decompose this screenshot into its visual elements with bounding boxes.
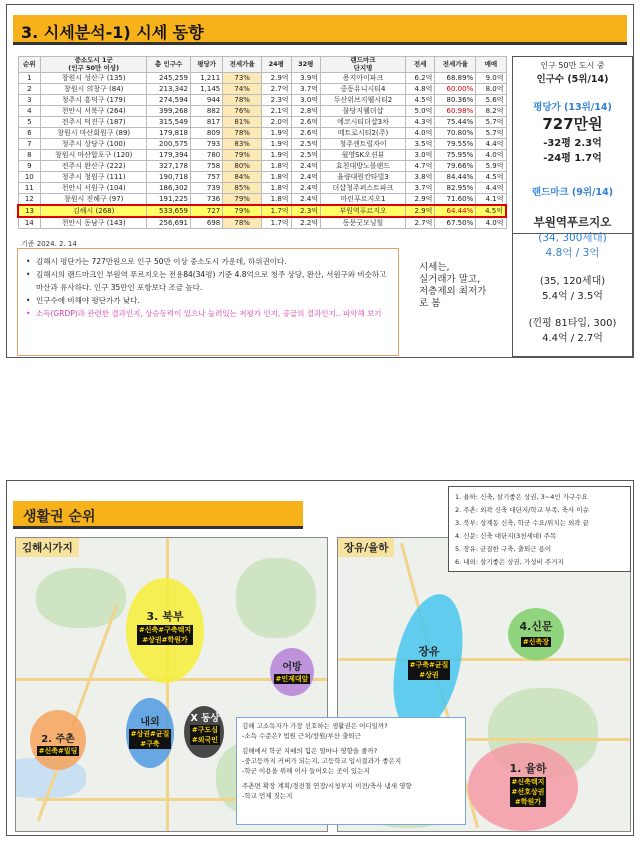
map-green-area	[236, 558, 316, 638]
table-cell: 2.7억	[262, 84, 292, 95]
table-cell: 1.9억	[262, 150, 292, 161]
table-cell: 83%	[223, 139, 262, 150]
table-cell: 780	[190, 150, 222, 161]
table-cell: 399,268	[147, 106, 191, 117]
region-name: 내외	[140, 717, 160, 728]
table-cell: 9.0억	[476, 73, 506, 84]
region-label	[182, 710, 228, 745]
table-cell: 533,659	[147, 205, 191, 217]
region-tags: #신축장	[522, 638, 550, 646]
map-road	[338, 658, 631, 661]
table-cell: 76%	[223, 106, 262, 117]
table-row	[18, 73, 506, 84]
table-header-cell: 매매	[476, 57, 506, 73]
table-cell: 9	[18, 161, 41, 172]
table-cell: 75.95%	[435, 150, 476, 161]
question-line: 김해 고소득자가 가장 선호하는 생활권은 어디일까?	[242, 722, 388, 730]
table-header-cell: 전세가율	[223, 57, 262, 73]
legend-box	[448, 486, 631, 572]
panel-line: 727만원	[542, 115, 603, 133]
table-cell: 315,549	[147, 117, 191, 128]
table-cell: 190,718	[147, 172, 191, 183]
table-cell: 창원시 진해구 (97)	[41, 194, 147, 206]
price-table	[17, 56, 507, 229]
table-cell: 에코시티더샵3차	[321, 117, 406, 128]
table-cell: 천안시 서북구 (264)	[41, 106, 147, 117]
table-cell: 2.1억	[262, 106, 292, 117]
table-cell: 1,145	[190, 84, 222, 95]
table-body	[18, 73, 506, 229]
table-cell: 4.7억	[405, 161, 435, 172]
table-cell: 79.55%	[435, 139, 476, 150]
table-cell: 78%	[223, 128, 262, 139]
legend-item: 4. 신문: 신축 대단지(3천세대) 주목	[455, 532, 557, 540]
table-cell: 4.8억	[405, 84, 435, 95]
table-cell: 2.4억	[291, 183, 321, 194]
table-cell: 5.7억	[476, 128, 506, 139]
table-cell: 2	[18, 84, 41, 95]
table-cell: 청주시 청원구 (111)	[41, 172, 147, 183]
region-name: 1. 율하	[509, 762, 547, 775]
panel-line: (낀평 81타입, 300)	[528, 318, 617, 329]
table-header-row	[18, 57, 506, 73]
table-cell: 2.9억	[262, 73, 292, 84]
table-cell: 809	[190, 128, 222, 139]
table-header-cell: 순위	[18, 57, 41, 73]
region-label	[124, 713, 176, 749]
table-cell: 메트로시티2(주)	[321, 128, 406, 139]
table-cell: 79%	[223, 205, 262, 217]
table-cell: 79.66%	[435, 161, 476, 172]
table-cell: 6.2억	[405, 73, 435, 84]
table-cell: 274,594	[147, 95, 191, 106]
table-cell: 4.0억	[405, 128, 435, 139]
table-cell: 1,211	[190, 73, 222, 84]
note-item: • 김해시의 랜드마크인 부원역 푸르지오는 전용84(34평) 기준 4.8억으로 청주 상당, 완산, 서원구와 비슷하고 마산과 유사하다. 인구 35만인 포항보다 조금 높다.	[26, 268, 390, 294]
table-cell: 2.9억	[405, 194, 435, 206]
table-cell: 817	[190, 117, 222, 128]
table-cell: 64.44%	[435, 205, 476, 217]
table-cell: 81%	[223, 117, 262, 128]
table-cell: 4.1억	[476, 194, 506, 206]
question-line: -학교 언제 짓는지	[242, 792, 293, 800]
table-cell: 11	[18, 183, 41, 194]
table-cell: 청주시 흥덕구 (179)	[41, 95, 147, 106]
region-tags: #신축#구축택지 #상권#학원가	[138, 626, 192, 644]
table-cell: 청주시 상당구 (100)	[41, 139, 147, 150]
table-cell: 5	[18, 117, 41, 128]
table-cell: 4.5억	[476, 205, 506, 217]
region-label	[504, 618, 568, 647]
panel-line: -24평 1.7억	[543, 153, 602, 164]
slide-living-zone	[6, 480, 634, 836]
region-name: 어방	[282, 662, 302, 673]
question-line: -학군 이용을 위해 이사 들어오는 곳이 있는지	[242, 767, 370, 775]
panel-line: 평당가 (13위/14)	[533, 102, 612, 113]
table-cell: 7	[18, 139, 41, 150]
table-cell: 5.9억	[476, 161, 506, 172]
table-row	[18, 95, 506, 106]
panel-line: 인구수 (5위/14)	[536, 74, 609, 85]
region-label	[268, 658, 316, 684]
legend-item: 3. 북부: 상계동 신축, 학군 수요/위치는 외곽 끝	[455, 519, 589, 527]
region-name: 3. 북부	[146, 610, 184, 623]
slide-price-trend	[6, 4, 634, 358]
region-label	[128, 608, 202, 645]
table-cell: 창원시 마산회원구 (89)	[41, 128, 147, 139]
panel-line: (34, 300세대)	[538, 232, 607, 244]
table-row	[18, 150, 506, 161]
table-cell: 1.9억	[262, 139, 292, 150]
table-cell: 2.6억	[291, 128, 321, 139]
slide-title: 생활권 순위	[23, 509, 96, 525]
table-cell: 율량대원칸타빌3	[321, 172, 406, 183]
table-cell: 4.5억	[476, 172, 506, 183]
region-tags: #구축#균질 #상권	[409, 661, 449, 679]
table-cell: 944	[190, 95, 222, 106]
table-cell: 82.95%	[435, 183, 476, 194]
table-header-cell: 평당가	[190, 57, 222, 73]
table-cell: 1.8억	[262, 183, 292, 194]
question-line: 주촌면 확장 계획/경전철 연장/시청부지 이전/축사 냄새 영향	[242, 782, 412, 790]
note-item: • 김해시 평단가는 727만원으로 인구 50만 이상 중소도시 가운데, 하위권이다.	[26, 255, 390, 268]
table-cell: 부원역푸르지오	[321, 205, 406, 217]
table-cell: 12	[18, 194, 41, 206]
table-cell: 2.5억	[291, 139, 321, 150]
notes-box	[17, 248, 399, 356]
table-cell: 창원시 마산합포구 (120)	[41, 150, 147, 161]
table-cell: 8.0억	[476, 84, 506, 95]
table-cell: 효천대방노블랜드	[321, 161, 406, 172]
table-cell: 74%	[223, 84, 262, 95]
table-cell: 6	[18, 128, 41, 139]
table-row	[18, 194, 506, 206]
table-cell: 80%	[223, 161, 262, 172]
table-cell: 김해시 (268)	[41, 205, 147, 217]
slide-title: 3. 시세분석-1) 시세 동향	[21, 23, 204, 42]
table-header-cell: 중소도시 1군 (인구 50만 이상)	[41, 57, 147, 73]
table-cell: 1.8억	[262, 161, 292, 172]
table-cell: 동문굿모닝힐	[321, 217, 406, 229]
table-cell: 4.3억	[405, 117, 435, 128]
table-cell: 2.2억	[291, 217, 321, 229]
table-cell: 2.5억	[291, 150, 321, 161]
legend-item: 2. 주촌: 외곽 신축 대단지/학교 부족, 축사 이슈	[455, 506, 589, 514]
table-cell: 186,302	[147, 183, 191, 194]
table-cell: 200,575	[147, 139, 191, 150]
panel-line: 랜드마크 (9위/14)	[531, 187, 614, 198]
title-bar	[13, 15, 627, 45]
table-cell: 758	[190, 161, 222, 172]
table-row	[18, 128, 506, 139]
note-item: • 인구수에 비해야 평단가가 낮다.	[26, 294, 390, 307]
legend-item: 5. 장유: 균질한 구축, 출퇴근 용이	[455, 545, 552, 553]
table-cell: 70.80%	[435, 128, 476, 139]
table-cell: 월영SK오션뷰	[321, 150, 406, 161]
table-cell: 전주시 완산구 (222)	[41, 161, 147, 172]
table-row	[18, 117, 506, 128]
table-header-cell: 전세가율	[435, 57, 476, 73]
table-cell: 2.4억	[291, 194, 321, 206]
table-row	[18, 161, 506, 172]
question-line: -소득 수준은? 법원 근처/창원/부산 출퇴근	[242, 732, 361, 740]
region-name: 2. 주촌	[41, 734, 75, 745]
table-cell: 256,691	[147, 217, 191, 229]
table-cell: 4.4억	[476, 183, 506, 194]
table-header-cell: 24평	[262, 57, 292, 73]
table-row	[18, 84, 506, 95]
region-tags: #신축#빌딩	[38, 747, 78, 755]
table-cell: 2.4억	[291, 161, 321, 172]
table-cell: 1	[18, 73, 41, 84]
table-cell: 698	[190, 217, 222, 229]
table-cell: 793	[190, 139, 222, 150]
table-cell: 736	[190, 194, 222, 206]
table-cell: 전주시 덕진구 (187)	[41, 117, 147, 128]
region-tags: #인제대앞	[275, 675, 309, 683]
question-box	[236, 717, 466, 825]
table-cell: 1.7억	[262, 217, 292, 229]
table-cell: 78%	[223, 217, 262, 229]
side-note: 시세는, 실거래가 말고, 저층제외 최저가 로 봄	[419, 262, 487, 309]
table-row	[18, 183, 506, 194]
region-label	[26, 730, 90, 756]
table-cell: 882	[190, 106, 222, 117]
landmark-panel	[512, 180, 633, 357]
table-cell: 더샵청주퍼스트파크	[321, 183, 406, 194]
note-item: • 소득(GRDP)과 관련한 결과인지, 상승동력이 있으나 눌려있는 저평가 인지, 공급의 결과인지.. 파악해 보기	[26, 307, 390, 320]
panel-line: -32평 2.3억	[543, 138, 602, 149]
table-cell: 창원시 성산구 (135)	[41, 73, 147, 84]
table-cell: 79%	[223, 194, 262, 206]
table-cell: 3.7억	[405, 183, 435, 194]
question-line: -중고등까지 커버가 되는지, 고등학교 입시결과가 좋은지	[242, 757, 402, 765]
table-cell: 327,178	[147, 161, 191, 172]
legend-item: 1. 율하: 신축, 살기좋은 상권, 3~4인 가구수요	[455, 493, 588, 501]
table-cell: 245,259	[147, 73, 191, 84]
table-cell: 1.9억	[262, 128, 292, 139]
table-cell: 14	[18, 217, 41, 229]
table-cell: 2.9억	[405, 205, 435, 217]
region-name: 4.신문	[519, 620, 553, 633]
table-cell: 천안시 동남구 (143)	[41, 217, 147, 229]
table-cell: 2.0억	[262, 117, 292, 128]
table-cell: 3.5억	[405, 139, 435, 150]
table-cell: 213,342	[147, 84, 191, 95]
table-cell: 739	[190, 183, 222, 194]
table-row	[18, 172, 506, 183]
table-cell: 2.7억	[405, 217, 435, 229]
region-label	[400, 643, 458, 680]
table-cell: 8	[18, 150, 41, 161]
table-cell: 71.60%	[435, 194, 476, 206]
table-cell: 2.3억	[291, 205, 321, 217]
table-cell: 78%	[223, 95, 262, 106]
table-cell: 창원시 의창구 (84)	[41, 84, 147, 95]
title-bar	[13, 501, 303, 529]
table-cell: 8.2억	[476, 106, 506, 117]
question-line: 김해에서 학군 지배의 힘은 얼마나 영향을 줄까?	[242, 747, 378, 755]
table-cell: 용지아이파크	[321, 73, 406, 84]
table-cell: 1.8억	[262, 172, 292, 183]
table-cell: 중동유니시티4	[321, 84, 406, 95]
table-cell: 84%	[223, 172, 262, 183]
table-cell: 2.3억	[262, 95, 292, 106]
table-cell: 4.5억	[405, 95, 435, 106]
table-cell: 191,225	[147, 194, 191, 206]
region-name: X 동상	[190, 713, 220, 724]
table-cell: 3	[18, 95, 41, 106]
table-cell: 마린푸르지오1	[321, 194, 406, 206]
table-cell: 85%	[223, 183, 262, 194]
panel-line: 부원역푸르지오	[533, 215, 612, 229]
table-cell: 4.0억	[476, 217, 506, 229]
table-cell: 80.36%	[435, 95, 476, 106]
table-cell: 5.0억	[405, 106, 435, 117]
panel-line: 5.4억 / 3.5억	[542, 291, 603, 302]
table-cell: 4	[18, 106, 41, 117]
table-cell: 2.8억	[291, 106, 321, 117]
table-cell: 4.0억	[476, 150, 506, 161]
map-label: 김해시가지	[16, 538, 79, 557]
region-label	[498, 760, 558, 807]
panel-line: 인구 50만 도시 중	[540, 61, 605, 70]
table-cell: 179,394	[147, 150, 191, 161]
table-cell: 84.44%	[435, 172, 476, 183]
table-cell: 727	[190, 205, 222, 217]
table-cell: 두산위브지웰시티2	[321, 95, 406, 106]
map-label: 장유/율하	[338, 538, 394, 557]
table-cell: 68.89%	[435, 73, 476, 84]
table-cell: 5.7억	[476, 117, 506, 128]
table-cell: 10	[18, 172, 41, 183]
table-cell: 79%	[223, 150, 262, 161]
table-cell: 60.98%	[435, 106, 476, 117]
table-cell: 3.8억	[405, 172, 435, 183]
table-cell: 1.8억	[262, 194, 292, 206]
panel-line: 4.4억 / 2.7억	[542, 333, 603, 344]
table-header-cell: 총 인구수	[147, 57, 191, 73]
table-header-cell: 전세	[405, 57, 435, 73]
table-cell: 천안시 서원구 (104)	[41, 183, 147, 194]
panel-line: (35, 120세대)	[539, 276, 606, 287]
table-cell: 3.7억	[291, 84, 321, 95]
table-row	[18, 205, 506, 217]
table-header-cell: 32평	[291, 57, 321, 73]
table-cell: 13	[18, 205, 41, 217]
table-cell: 2.4억	[291, 172, 321, 183]
legend-item: 6. 내외: 살기좋은 상권, 가성비 주거지	[455, 558, 564, 566]
table-cell: 불당지웰더샵	[321, 106, 406, 117]
table-cell: 4.4억	[476, 139, 506, 150]
table-cell: 5.6억	[476, 95, 506, 106]
region-tags: #구도심 #외국인	[191, 726, 219, 744]
table-row	[18, 106, 506, 117]
table-cell: 73%	[223, 73, 262, 84]
region-tags: #신축택지 #선호상권 #학원가	[511, 778, 545, 806]
table-header-cell: 랜드마크 단지명	[321, 57, 406, 73]
table-cell: 60.00%	[435, 84, 476, 95]
table-cell: 1.7억	[262, 205, 292, 217]
region-tags: #상권#균질 #구축	[130, 730, 170, 748]
table-cell: 3.9억	[291, 73, 321, 84]
table-cell: 757	[190, 172, 222, 183]
panel-line: 4.8억 / 3억	[545, 247, 600, 259]
table-row	[18, 217, 506, 229]
region-name: 장유	[418, 645, 440, 658]
table-cell: 179,818	[147, 128, 191, 139]
date-note: 기준 2024. 2. 14	[21, 240, 77, 248]
table-cell: 청주센트럴자이	[321, 139, 406, 150]
table-cell: 75.44%	[435, 117, 476, 128]
table-row	[18, 139, 506, 150]
table-cell: 2.6억	[291, 117, 321, 128]
table-cell: 3.0억	[405, 150, 435, 161]
table-cell: 67.50%	[435, 217, 476, 229]
table-cell: 3.0억	[291, 95, 321, 106]
